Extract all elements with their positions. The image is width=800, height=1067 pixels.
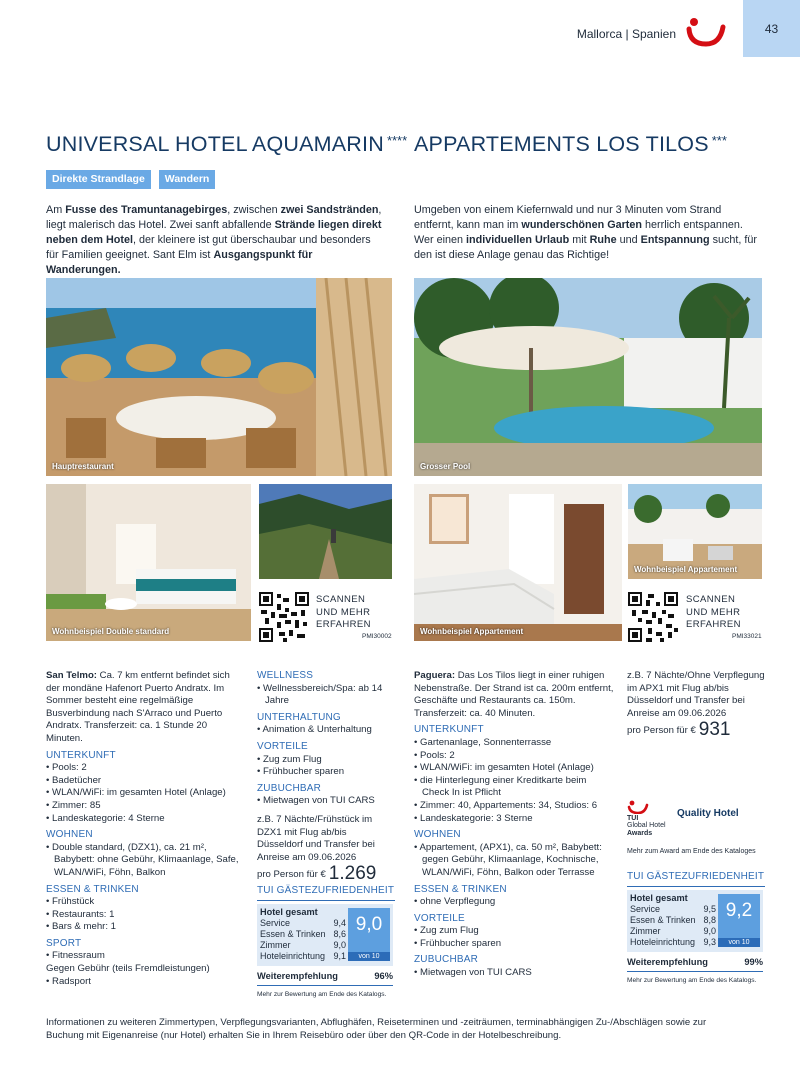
hotel1-name: UNIVERSAL HOTEL AQUAMARIN [46, 132, 384, 156]
list-item: • Mietwagen von TUI CARS [414, 967, 614, 980]
tui-award-icon [627, 800, 649, 814]
hotel2-details-a [414, 670, 614, 980]
hotel1-main-caption: Hauptrestaurant [52, 462, 114, 471]
hotel2-zubuchbar-title: ZUBUCHBAR [414, 954, 479, 966]
hotel1-unterhaltung-title: UNTERHALTUNG [257, 711, 341, 723]
hotel2-rating-note: Mehr zur Bewertung am Ende des Katalogs. [627, 977, 757, 985]
hotel1-stars: **** [386, 133, 408, 148]
list-item: • Badetücher [46, 775, 244, 788]
footer-info: Informationen zu weiteren Zimmertypen, Verpflegungsvarianten, Abflughäfen, Reiseterminen und -zeiträumen, terminabhängigen Zu-/Abschlägen sowie zur Buchung mit Eigenanreise (nur Hotel) erhalten Sie in Ihrem Reisebüro oder über den QR-Code in der Hotelbeschreibung. [46, 1017, 707, 1041]
hotel2-title [414, 132, 727, 157]
hotel1-essen-title: ESSEN & TRINKEN [46, 883, 139, 895]
hotel2-unterkunft-list [414, 737, 614, 825]
hotel1-title [46, 132, 407, 157]
hotel1-qr-id: PMI30002 [362, 633, 392, 640]
hotel1-score: 9,0 von 10 [348, 908, 390, 961]
hotel2-qr-id: PMI33021 [732, 633, 762, 640]
list-item: • ohne Verpflegung [414, 896, 614, 909]
hotel1-price-example: z.B. 7 Nächte/Frühstück im DZX1 mit Flug ab/bis Düsseldorf und Transfer bei Anreise am 09.06.2026 [257, 813, 375, 863]
hotel1-zubuchbar-list [257, 795, 395, 808]
list-item: • Double standard, (DZX1), ca. 21 m², Babybett: ohne Gebühr, Klimaanlage, Safe, WLAN/WiFi, Föhn, Balkon [46, 842, 244, 880]
hotel1-main-photo [46, 278, 392, 476]
hotel2-side-caption: Wohnbeispiel Appartement [634, 565, 738, 574]
hotel1-wohnen-title: WOHNEN [46, 829, 93, 841]
hotel2-name: APPARTEMENTS LOS TILOS [414, 132, 709, 156]
hotel2-details-b [627, 670, 765, 988]
hotel1-vorteile-list [257, 754, 395, 779]
list-item: • Frühbucher sparen [414, 938, 614, 951]
hotel2-essen-list [414, 896, 614, 909]
list-item: • Zimmer: 85 [46, 800, 244, 813]
hotel1-details-a [46, 670, 244, 988]
list-item: • Frühstück [46, 896, 244, 909]
hotel1-rating-title: TUI GÄSTEZUFRIEDENHEIT [257, 885, 395, 901]
list-item: • WLAN/WiFi: im gesamten Hotel (Anlage) [414, 762, 614, 775]
hotel2-price-example: z.B. 7 Nächte/Ohne Verpflegung im APX1 mit Flug ab/bis Düsseldorf und Transfer bei Anreise am 09.06.2026 [627, 670, 765, 719]
list-item: • WLAN/WiFi: im gesamten Hotel (Anlage) [46, 787, 244, 800]
hotel1-location: San Telmo: Ca. 7 km entfernt befindet sich der mondäne Hafenort Puerto Andratx. Im Sommer besteht eine regelmäßige Busverbindung nach S'Arraco und Puerto Andratx. Transferzeit: ca. 1 Stunde 20 Minuten. [46, 670, 230, 744]
list-item: • Frühbucher sparen [257, 766, 395, 779]
award-note: Mehr zum Award am Ende des Kataloges [627, 847, 756, 855]
hotel1-sport-title: SPORT [46, 937, 82, 949]
list-item: • Appartement, (APX1), ca. 50 m², Babybett: gegen Gebühr, Klimaanlage, Kochnische, WLAN/WiFi, Föhn, Balkon oder Terrasse [414, 842, 614, 880]
list-item: • Gartenanlage, Sonnenterrasse [414, 737, 614, 750]
hotel1-unterkunft-list [46, 762, 244, 825]
list-item: • Pools: 2 [414, 750, 614, 763]
hotel2-location: Paguera: Das Los Tilos liegt in einer ruhigen Nebenstraße. Der Strand ist ca. 200m entfernt, Geschäfte und Restaurants ca. 150m. Transferzeit: ca. 40 Minuten. [414, 670, 614, 719]
hotel2-price: pro Person für € 931 [627, 719, 731, 741]
hotel1-intro: Am Fusse des Tramuntanagebirges, zwischen zwei Sandstränden, liegt malerisch das Hotel. Zwei sanft abfallende Strände liegen direkt neben dem Hotel, der kleinere ist gut überschaubar und besonders für Familien geeignet. Sant Elm ist Ausgangspunkt für Wanderungen. [46, 204, 382, 276]
list-item: • die Hinterlegung einer Kreditkarte beim Check In ist Pflicht [414, 775, 614, 800]
hotel2-rating-box: Hotel gesamt Service 9,5 Essen & Trinken 8,8 Zimmer 9,0 Hoteleinrichtung 9,3 9,2 von 10 [627, 890, 763, 952]
list-item: • Radsport [46, 976, 244, 989]
hotel2-price-value: 931 [698, 719, 731, 741]
list-item: • Animation & Unterhaltung [257, 724, 395, 737]
hotel2-vorteile-list [414, 925, 614, 950]
hotel1-wellness-list [257, 683, 395, 708]
hotel1-rating-note: Mehr zur Bewertung am Ende des Katalogs. [257, 991, 387, 999]
list-item: • Zug zum Flug [257, 754, 395, 767]
hotel2-room-caption: Wohnbeispiel Appartement [420, 627, 524, 636]
hotel2-room-photo [414, 484, 622, 641]
hotel2-stars: *** [711, 133, 727, 148]
hotel1-sport-fee-list [46, 976, 244, 989]
header-location: Mallorca | Spanien [576, 27, 676, 41]
hotel2-main-photo [414, 278, 762, 476]
hotel2-qr-code[interactable] [628, 592, 678, 642]
hotel1-vorteile-title: VORTEILE [257, 740, 308, 752]
tag-hiking: Wandern [159, 170, 216, 189]
hotel1-essen-list [46, 896, 244, 934]
hotel2-wohnen-list [414, 842, 614, 880]
list-item: • Bars & mehr: 1 [46, 921, 244, 934]
tag-beach: Direkte Strandlage [46, 170, 151, 189]
hotel1-zubuchbar-title: ZUBUCHBAR [257, 782, 322, 794]
hotel1-unterhaltung-list [257, 724, 395, 737]
hotel1-hiking-photo [259, 484, 392, 579]
list-item: • Pools: 2 [46, 762, 244, 775]
hotel2-award: TUI Global Hotel Awards Quality Hotel Mehr zum Award am Ende des Kataloges [627, 798, 765, 868]
hotel2-rating-title: TUI GÄSTEZUFRIEDENHEIT [627, 871, 765, 887]
hotel2-essen-title: ESSEN & TRINKEN [414, 883, 507, 895]
hotel1-room-photo [46, 484, 251, 641]
hotel2-recommendation: Weiterempfehlung 99% [627, 956, 763, 973]
hotel1-details-b [257, 670, 395, 1002]
hotel1-wohnen-list [46, 842, 244, 880]
hotel2-zubuchbar-list [414, 967, 614, 980]
list-item: • Landeskategorie: 3 Sterne [414, 813, 614, 826]
hotel1-tags [46, 170, 215, 189]
hotel1-qr-label: SCANNEN UND MEHR ERFAHREN [316, 594, 371, 630]
hotel1-qr-code[interactable] [259, 592, 309, 642]
list-item: • Zimmer: 40, Appartements: 34, Studios: 6 [414, 800, 614, 813]
list-item: • Landeskategorie: 4 Sterne [46, 813, 244, 826]
list-item: • Fitnessraum [46, 950, 244, 963]
hotel1-recommendation: Weiterempfehlung 96% [257, 970, 393, 987]
hotel1-price-value: 1.269 [328, 863, 377, 885]
hotel2-side-photo [628, 484, 762, 579]
hotel1-unterkunft-title: UNTERKUNFT [46, 749, 116, 761]
hotel2-intro: Umgeben von einem Kiefernwald und nur 3 Minuten vom Strand entfernt, kann man im wunderschönen Garten herrlich entspannen. Wer einen individuellen Urlaub mit Ruhe und Entspannung sucht, für den ist diese Anlage genau das Richtige! [414, 204, 758, 261]
hotel1-wellness-title: WELLNESS [257, 670, 314, 681]
list-item: • Restaurants: 1 [46, 909, 244, 922]
hotel2-main-caption: Grosser Pool [420, 462, 471, 471]
page-number: 43 [743, 0, 800, 57]
hotel2-wohnen-title: WOHNEN [414, 829, 461, 841]
hotel2-score: 9,2 von 10 [718, 894, 760, 947]
hotel2-unterkunft-title: UNTERKUNFT [414, 724, 484, 736]
hotel1-rating-box: Hotel gesamt Service 9,4 Essen & Trinken 8,6 Zimmer 9,0 Hoteleinrichtung 9,1 9,0 von 10 [257, 904, 393, 966]
hotel1-sport-fee-text: Gegen Gebühr (teils Fremdleistungen) [46, 963, 210, 975]
hotel2-vorteile-title: VORTEILE [414, 912, 465, 924]
tui-logo-icon [686, 16, 726, 48]
award-label: Quality Hotel [677, 807, 739, 819]
hotel1-sport-list [46, 950, 244, 963]
hotel1-price: pro Person für € 1.269 [257, 863, 377, 885]
hotel1-room-caption: Wohnbeispiel Double standard [52, 627, 170, 636]
list-item: • Zug zum Flug [414, 925, 614, 938]
list-item: • Mietwagen von TUI CARS [257, 795, 395, 808]
hotel2-qr-label: SCANNEN UND MEHR ERFAHREN [686, 594, 741, 630]
list-item: • Wellnessbereich/Spa: ab 14 Jahre [257, 683, 395, 708]
